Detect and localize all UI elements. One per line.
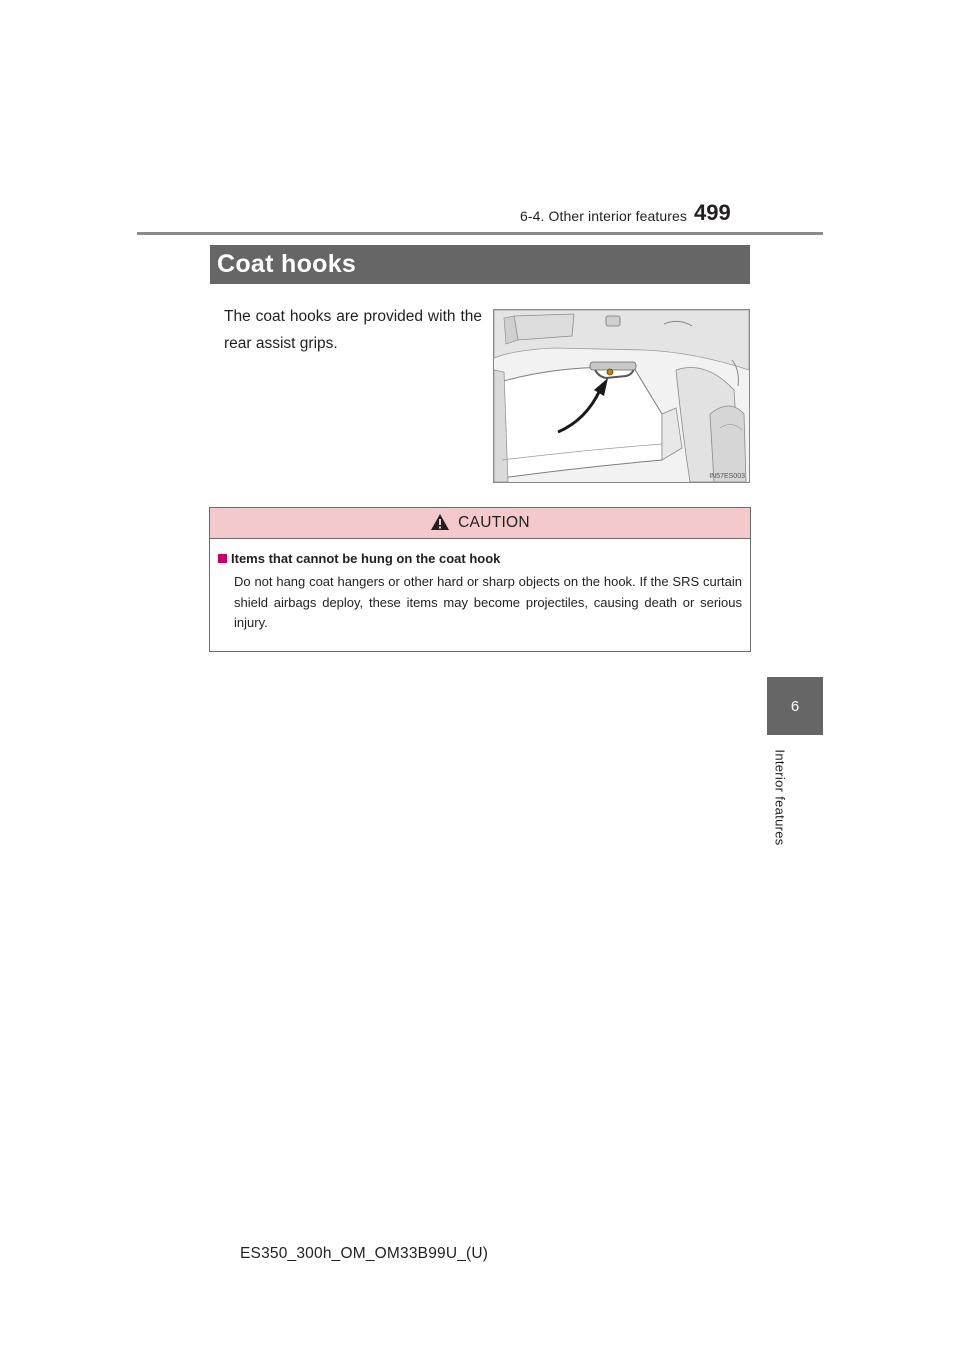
intro-text: The coat hooks are provided with the rear assist grips. bbox=[224, 308, 482, 352]
car-interior-drawing bbox=[494, 310, 749, 482]
header-rule bbox=[137, 232, 823, 235]
chapter-tab bbox=[767, 677, 823, 735]
caution-box bbox=[209, 507, 751, 652]
section-heading bbox=[210, 245, 750, 284]
header-section-title: 6-4. Other interior features bbox=[520, 208, 687, 224]
caution-title: CAUTION bbox=[458, 514, 530, 531]
caution-text: Do not hang coat hangers or other hard or sharp objects on the hook. If the SRS curtain shield airbags deploy, these items may become projectiles, causing death or serious injury. bbox=[234, 574, 742, 630]
caution-header bbox=[210, 508, 750, 539]
caution-subheading-text: Items that cannot be hung on the coat hook bbox=[231, 551, 501, 566]
caution-subheading bbox=[218, 551, 742, 566]
section-title: Coat hooks bbox=[217, 250, 357, 278]
footer-doc-id: ES350_300h_OM_OM33B99U_(U) bbox=[240, 1245, 489, 1262]
square-bullet-icon bbox=[218, 554, 227, 563]
warning-icon bbox=[430, 513, 450, 531]
page-number: 499 bbox=[694, 200, 731, 225]
image-id-label: IN57ES003 bbox=[709, 473, 745, 480]
coat-hook-illustration bbox=[493, 309, 750, 483]
chapter-title: Interior features bbox=[772, 748, 788, 846]
chapter-side-label bbox=[768, 742, 792, 852]
chapter-number: 6 bbox=[790, 697, 800, 715]
caution-body bbox=[210, 539, 750, 634]
